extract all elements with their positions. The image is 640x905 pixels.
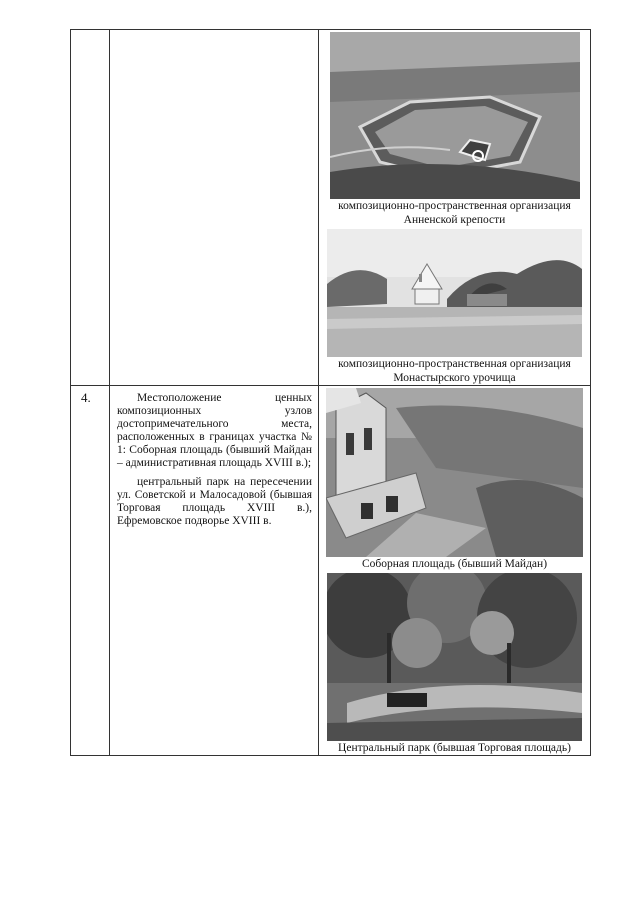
table-row	[71, 30, 591, 386]
description-paragraph: центральный парк на пересечении ул. Советской и Малосадовой (бывшая Торговая площадь XVIII в.), Ефремовское подворье XVIII в.	[117, 476, 312, 527]
figure-caption: Центральный парк (бывшая Торговая площадь)	[338, 742, 571, 754]
description-cell	[110, 30, 319, 386]
monastery-tract-photo	[327, 229, 582, 357]
document-table	[70, 29, 591, 756]
central-park-photo	[327, 573, 582, 741]
figure	[319, 227, 590, 385]
figure-caption: композиционно-пространственная организация Монастырского урочища	[338, 358, 571, 384]
description-cell	[110, 386, 319, 756]
figures-cell	[319, 386, 591, 756]
fortress-aerial-photo	[330, 32, 580, 199]
row-number: 4.	[71, 386, 110, 756]
description-paragraph: Местоположение ценных композиционных узлов достопримечательного места, расположенных в границах участка № 1: Соборная площадь (бывший Майдан – административная площадь XVIII в.);	[117, 392, 312, 469]
figure-caption: композиционно-пространственная организация Анненской крепости	[338, 200, 571, 226]
cathedral-square-photo	[326, 388, 583, 557]
figures-cell	[319, 30, 591, 386]
table-row	[71, 386, 591, 756]
figure	[319, 571, 590, 755]
figure-caption: Соборная площадь (бывший Майдан)	[361, 558, 548, 570]
figure	[319, 30, 590, 227]
row-number-cell	[71, 30, 110, 386]
figure	[319, 386, 590, 571]
